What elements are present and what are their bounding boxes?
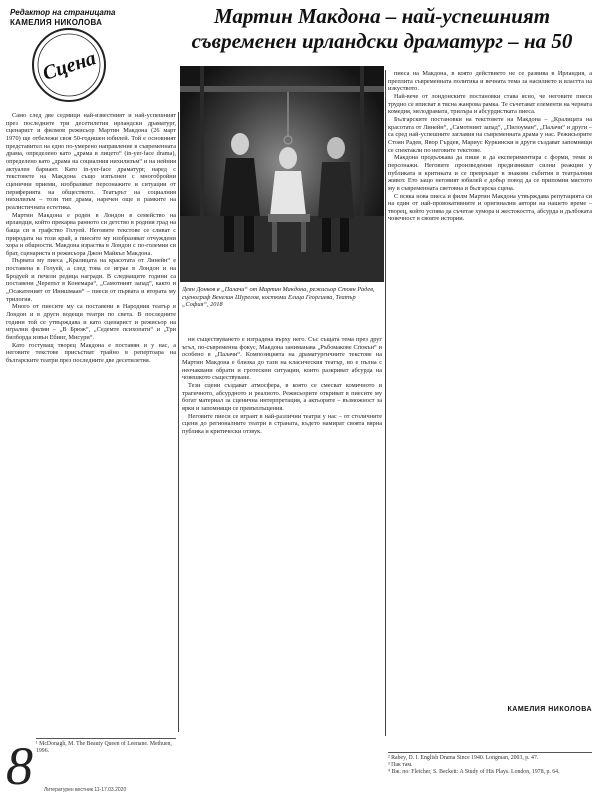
paragraph: Неговите пиеси се играят в най-различни театри у нас – от столичните сцени до регионалните театри в страната, където намират своята вярна публика и критически отзвук. — [182, 412, 382, 435]
paragraph: Най-вече от лондонските постановки става ясно, че неговите пиеси трудно се вписват в тясна жанрова рамка. Те съчетават елементи на черната комедия, мелодрамата, трилъра и абсурдистката пиеса. — [388, 92, 592, 116]
rubric-stamp — [30, 26, 108, 104]
theatre-photo — [180, 66, 384, 282]
editor-name: КАМЕЛИЯ НИКОЛОВА — [10, 18, 103, 27]
paragraph: Като гостуващ творец Макдона е поставян и у нас, а неговите текстове присъстват трайно в репертоара на българските театри през последните две десетилетия. — [6, 341, 176, 364]
publication-info: Литературен вестник 11-17.03.2020 — [44, 787, 127, 793]
column-divider — [178, 112, 179, 732]
page-number: 8 — [6, 736, 33, 796]
paragraph: пиеса на Макдона, в която действието не се развива в Ирландия, а преплита съвременната политика и вечната тема за насилието и властта на изкуството. — [388, 70, 592, 93]
paragraph: Тези сцени създават атмосфера, в която се смесват комичното и трагичното, абсурдното и реалното. Режисьорите откриват в пиесите му богат материал за сценична интерпретация, а актьорите – възможност за ярки и запомнящи се превъплъщения. — [182, 381, 382, 412]
column-divider — [385, 70, 386, 736]
paragraph: С всяка нова пиеса и филм Мартин Макдона утвърждава репутацията си на един от най-провокативните и оригинални автори на нашето време – творец, който успява да съчетае хумора и жестокостта, абсурда и дълбоката човечност в своите истории. — [388, 192, 592, 223]
paragraph: ни съществуването е изградена върху него. Със същата тема през друг ъгъл, по-съвременна фокус, Макдона заниманава „Ръбомакове Спокън“ и особено в „Палачи“. Композицията на драматургичните текстове на Мартин Макдона е близка до тази на класическия театър, но е пълна с неочаквани обрати и гротескни ситуации, които разкриват абсурда на човешкото съществуване. — [182, 336, 382, 382]
paragraph: Само след две седмици най-известният и най-успешният през последните три десетилетия ирландски драматург, сценарист и филмов режисьор Мартин Макдона (26 март 1970) ще отбележи своя 50-годишен юбилей. Той е основният представител на едно по-умерено направление в съвременната драма, определено като „драма в лицето“ (in-yer-face drama), определено като „драма на социалния нихилизъм“ и на нейния актуален бариант. Като in-yer-face драматург, наред с текстовете на Макдона също изпълнен с многобройни сценични приеми, изобразяват персонажите и ситуации от периферията на обществото. Театърът на социалния нихилизъм – този тип драма, наречен още в рамките на реалистичната естетика. — [6, 112, 176, 211]
paragraph: Първата му пиеса „Кралицата на красотата от Линейн“ е поставена в Голуей, а след това се играе в Лондон и на Бродуей и печели редица награди. В следващите години са поставени „Черепът в Конемара“, „Самотният запад“, както и „Осакатеният от Инишмаан“ – пиеси от първата и втората му трилогия. — [6, 257, 176, 303]
photo-caption: Деян Донков в „Палачи“ от Мартин Макдона, режисьор Стоян Радев, сценограф Венелин Шурелов, костюми Елица Георгиева, Театър „София“, 2018 — [182, 286, 375, 309]
article-column-2 — [182, 336, 382, 736]
article-column-3 — [388, 70, 592, 700]
paragraph: Българските постановки на текстовете на Макдона – „Кралицата на красотата от Линейн“, „Самотният запад“, „Пилоуман“, „Палачи“ и други – са сред най-успешните заглавия на съвременната драма у нас. Режисьорите Стоян Радев, Явор Гърдев, Мариус Куркински и други създават запомнящи се спектакли по неговите текстове. — [388, 115, 592, 154]
editor-label: Редактор на страницата — [10, 8, 116, 17]
article-headline: Мартин Макдона – най-успешният съвременен ирландски драматург – на 50 — [191, 4, 573, 53]
author-signature: КАМЕЛИЯ НИКОЛОВА — [507, 706, 592, 713]
footnote: ² Rabey, D. I. English Drama Since 1940. Longman, 2003, p. 47. — [388, 755, 539, 761]
footnotes-left — [36, 738, 176, 755]
stage-scene-illustration — [180, 66, 384, 282]
footnote: ¹ McDonagh, M. The Beauty Queen of Leenane. Methuen, 1996. — [36, 741, 172, 754]
footnotes-right — [388, 752, 592, 776]
paragraph: Макдона продължава да пише и да експериментира с форми, теми и персонажи. Неговите произведения предизвикват силни реакции у публиката и критиката и се превръщат в знакови събития в театралния живот. Ето защо неговият юбилей е добър повод да се припомни мястото му в съвременната световна и българска сцена. — [388, 154, 592, 192]
paragraph: Мартин Макдона е роден в Лондон в семейство на ирландци, който прекарва ранното си детство в родния град на баща си в графство Голуей. Неговите текстове се сливат с природата на този край, а пиесите му изобразяват отчуждени хора и общности. Макдона израства в Лондон с по-големия си брат, сценариста и режисьора Джон Майкъл Макдона. — [6, 211, 176, 257]
article-column-1 — [6, 112, 176, 730]
paragraph: Много от пиесите му са поставени в Народния театър в Лондон и в други водещи театри по света. В последните години той се утвърждава и като сценарист и режисьор на игрални филми – „В Брюж“, „Седемте психопати“ и „Три билборда извън Ебинг, Мисури“. — [6, 303, 176, 342]
rubric-stamp-word: Сцена — [40, 47, 99, 85]
footnote: ⁴ Вж. по: Fletcher, S. Beckett: A Study of His Plays. London, 1978, p. 64. — [388, 769, 560, 775]
footnote: ³ Пак там. — [388, 762, 413, 768]
page-editor-credit — [10, 8, 160, 28]
